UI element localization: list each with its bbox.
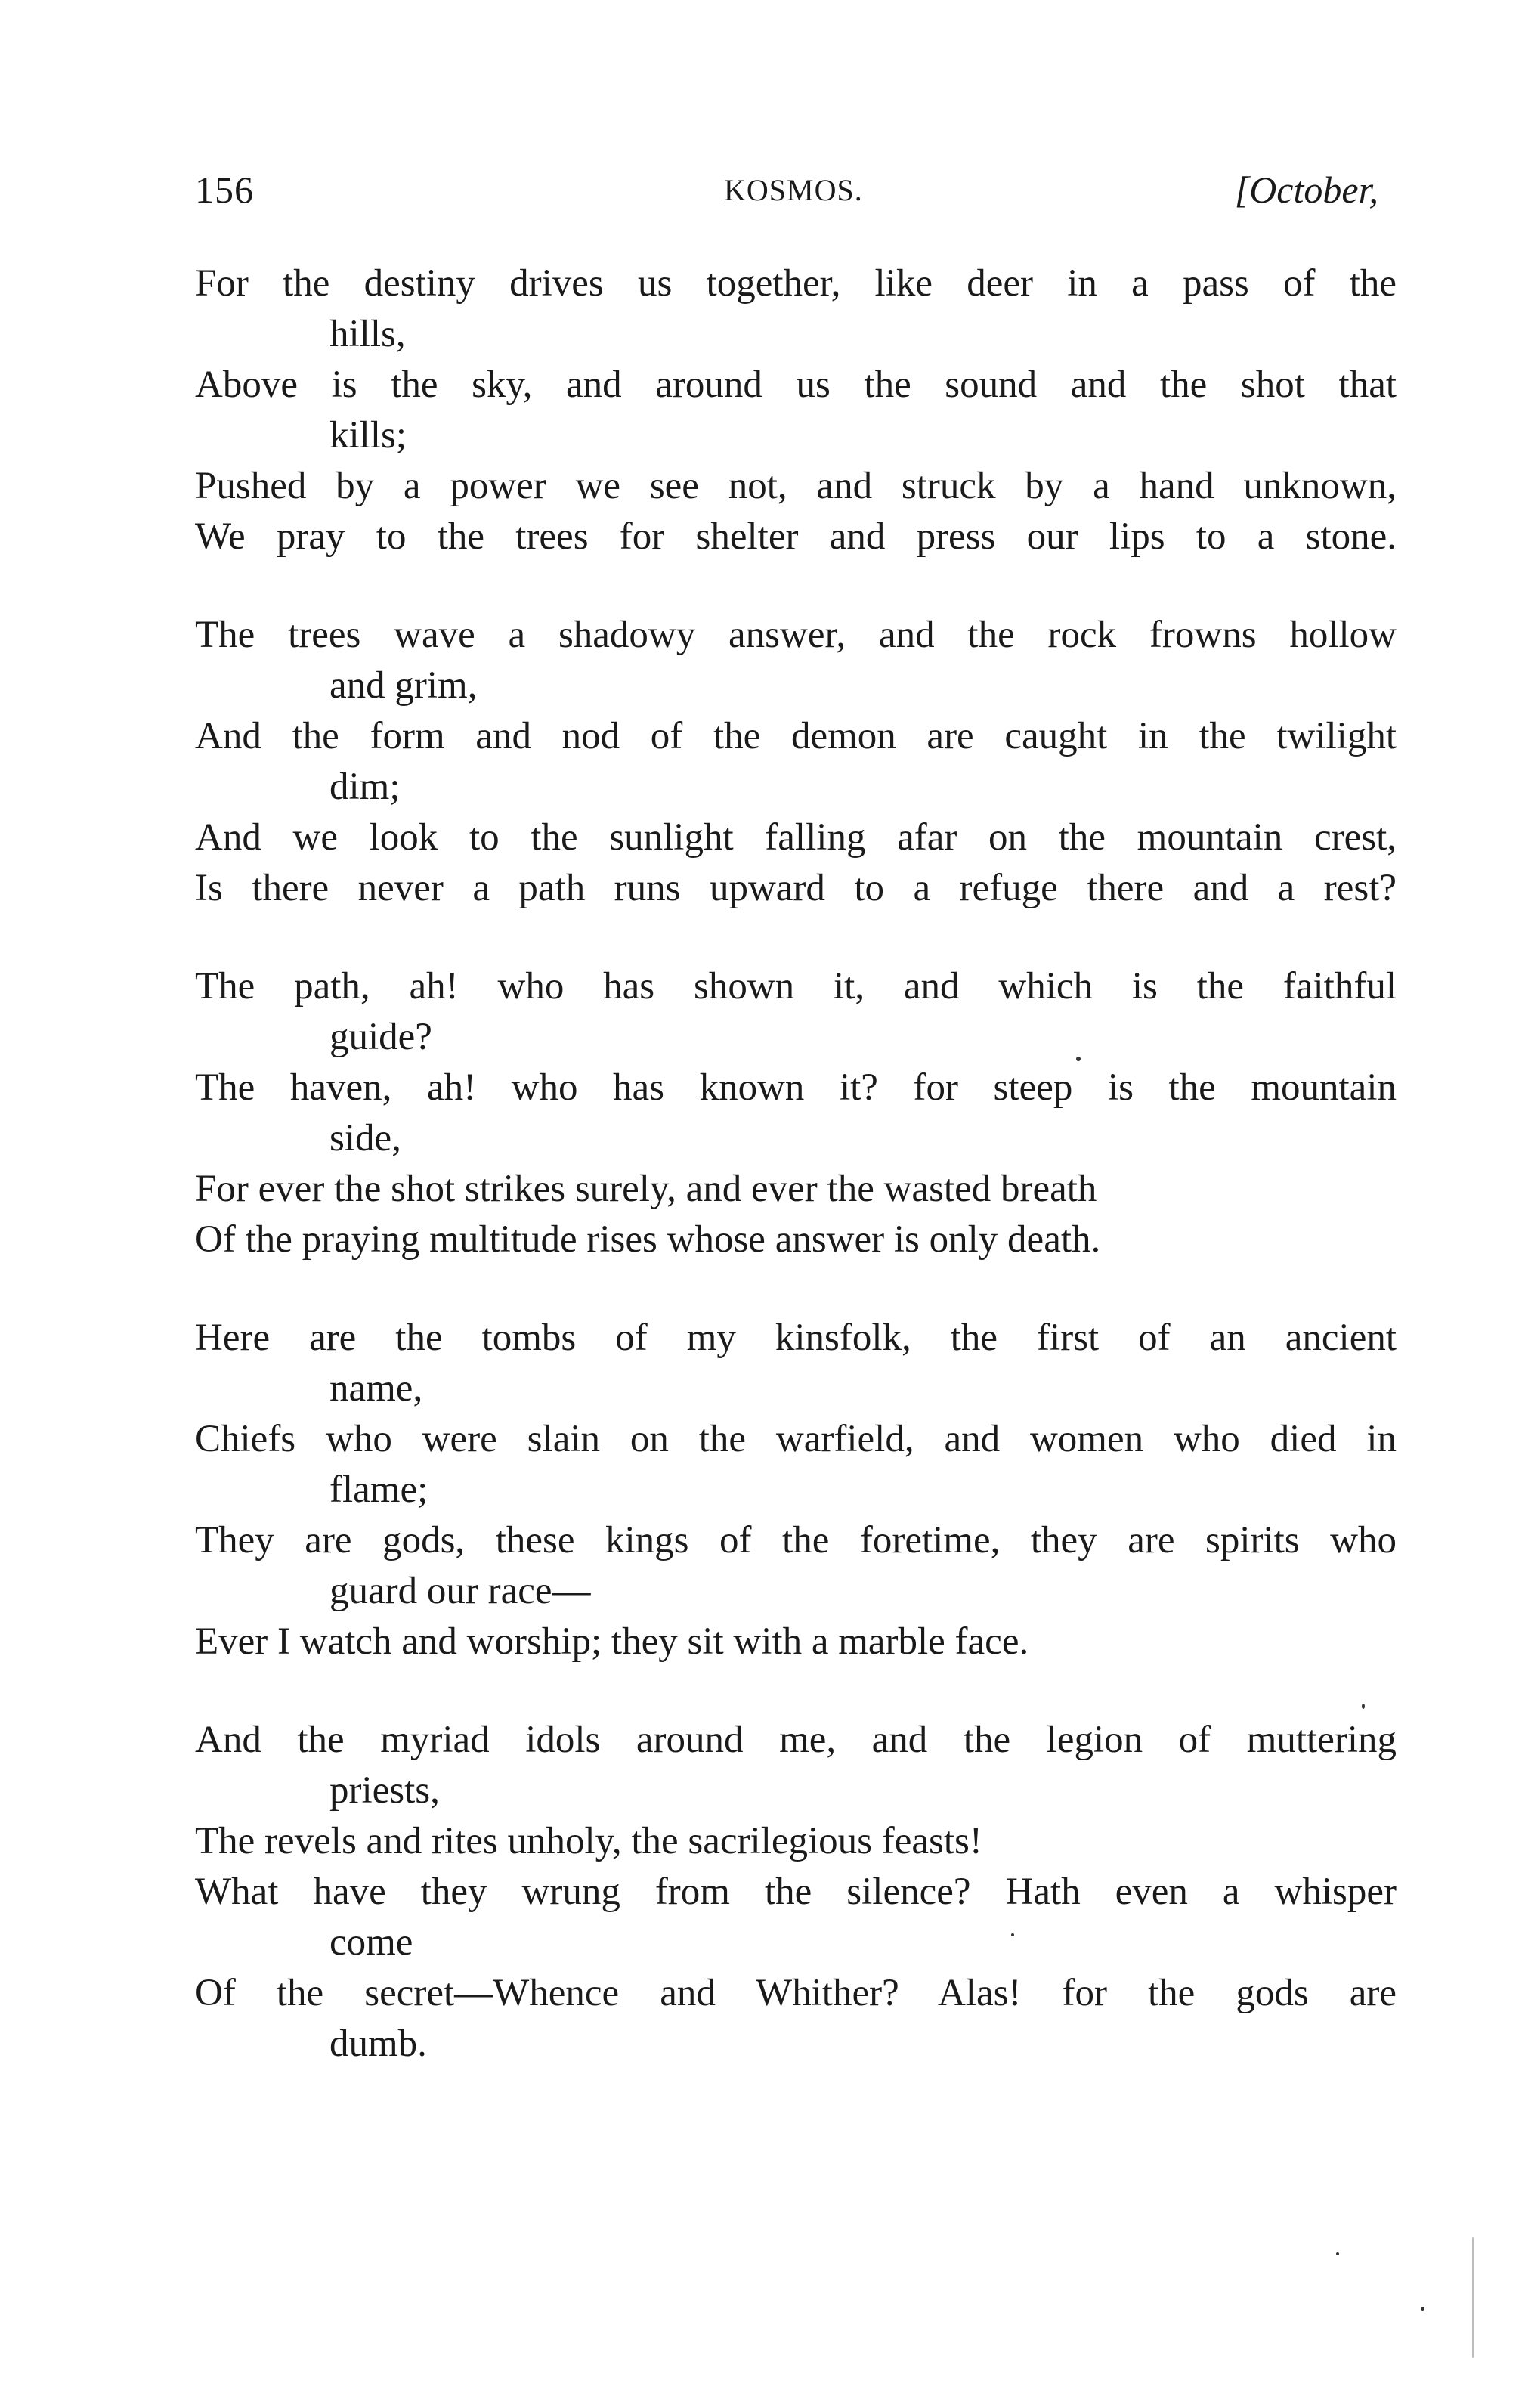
poem-line: Pushed by a power we see not, and struck by a hand unknown, [195, 465, 1397, 507]
running-title: KOSMOS. [724, 173, 863, 207]
poem-line-continuation: hills, [329, 313, 406, 355]
poem-line: Ever I watch and worship; they sit with a marble face. [195, 1620, 1029, 1663]
scan-speck [1421, 2307, 1424, 2311]
stanza [195, 258, 1397, 562]
poem-line-continuation: dumb. [329, 2023, 427, 2065]
poem-line-continuation: name, [329, 1367, 423, 1410]
poem-line: And we look to the sunlight falling afar on the mountain crest, [195, 816, 1397, 859]
poem-line: Of the secret—Whence and Whither? Alas! for the gods are [195, 1972, 1397, 2014]
stanza [195, 610, 1397, 914]
poem-line: And the myriad idols around me, and the legion of muttering [195, 1719, 1397, 1761]
poem-line: For the destiny drives us together, like deer in a pass of the [195, 262, 1397, 305]
poem-line: And the form and nod of the demon are caught in the twilight [195, 715, 1397, 757]
stanza [195, 1313, 1397, 1667]
page-number: 156 [195, 169, 254, 211]
poem-line: What have they wrung from the silence? Hath even a whisper [195, 1871, 1397, 1913]
poem-line: Of the praying multitude rises whose answer is only death. [195, 1218, 1101, 1261]
month-label: [October, [1234, 169, 1378, 211]
poem-line-continuation: come [329, 1921, 413, 1964]
poem-line-continuation: side, [329, 1117, 401, 1159]
stanza [195, 961, 1397, 1265]
poem-line-continuation: and grim, [329, 664, 478, 707]
poem-line: The haven, ah! who has known it? for steep is the mountain [195, 1066, 1397, 1109]
poem-line: The revels and rites unholy, the sacrilegious feasts! [195, 1820, 982, 1862]
scan-speck [1362, 1704, 1365, 1709]
page-header [195, 168, 1378, 228]
poem-line-continuation: kills; [329, 414, 407, 457]
poem-line: They are gods, these kings of the foretime, they are spirits who [195, 1519, 1397, 1561]
stanza [195, 1715, 1397, 2069]
poem-line: Above is the sky, and around us the sound and the shot that [195, 364, 1397, 406]
poem-line: Here are the tombs of my kinsfolk, the first of an ancient [195, 1317, 1397, 1359]
poem-body [195, 258, 1397, 2117]
poem-line: Chiefs who were slain on the warfield, and women who died in [195, 1418, 1397, 1460]
scan-speck [1336, 2252, 1339, 2255]
poem-line-continuation: dim; [329, 766, 401, 808]
scan-speck [1076, 1057, 1081, 1061]
poem-line-continuation: priests, [329, 1769, 440, 1812]
poem-line: The trees wave a shadowy answer, and the rock frowns hollow [195, 614, 1397, 656]
poem-line-continuation: flame; [329, 1469, 428, 1511]
poem-line-continuation: guide? [329, 1016, 432, 1058]
poem-line: The path, ah! who has shown it, and which is the faithful [195, 965, 1397, 1007]
poem-line: For ever the shot strikes surely, and ever the wasted breath [195, 1168, 1097, 1210]
scan-speck [1472, 2237, 1474, 2358]
poem-line-continuation: guard our race— [329, 1570, 591, 1612]
scan-speck [1011, 1933, 1014, 1936]
poem-line: We pray to the trees for shelter and press our lips to a stone. [195, 515, 1397, 558]
poem-line: Is there never a path runs upward to a refuge there and a rest? [195, 867, 1397, 909]
